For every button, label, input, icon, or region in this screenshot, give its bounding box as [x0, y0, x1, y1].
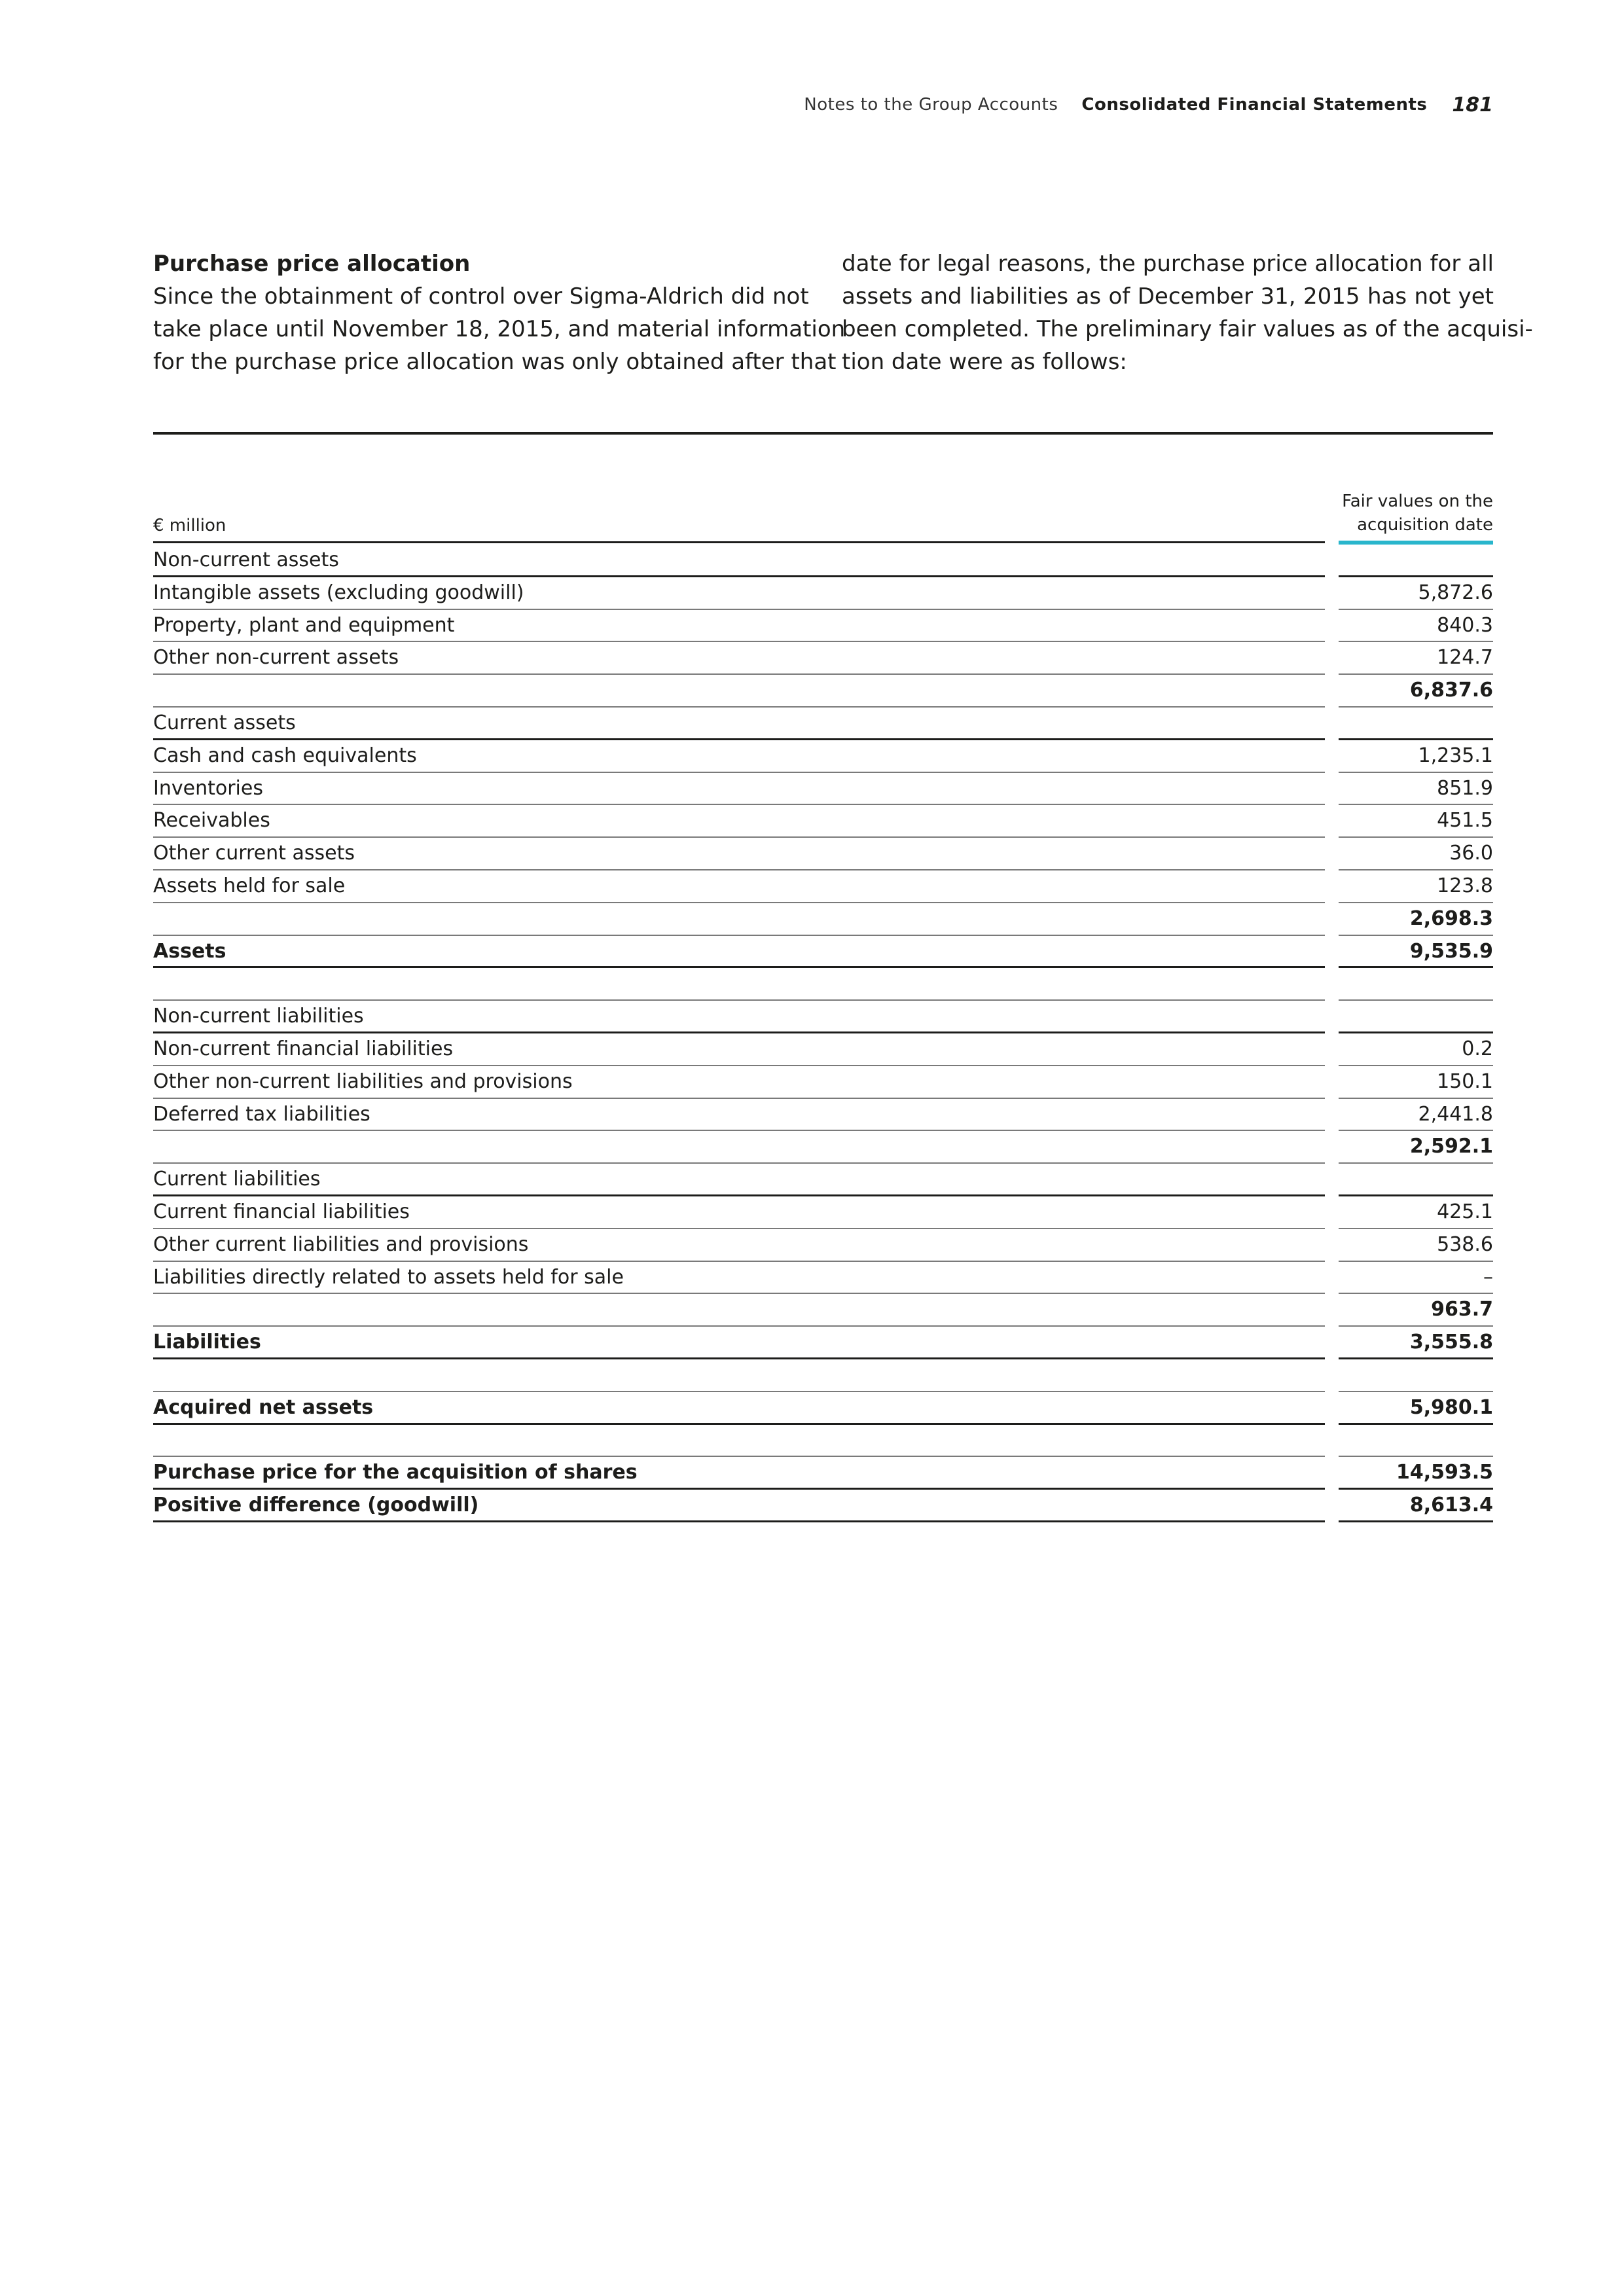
row-value: 1,235.1 — [1339, 740, 1493, 773]
row-label: Positive difference (goodwill) — [153, 1490, 1325, 1522]
row-value — [1339, 1425, 1493, 1458]
row-value: 6,837.6 — [1339, 675, 1493, 708]
table-row — [153, 1425, 1493, 1458]
paragraph-line: tion date were as follows: — [842, 349, 1127, 375]
row-label: Liabilities directly related to assets held for sale — [153, 1262, 1325, 1295]
table-row — [153, 1327, 1493, 1359]
table-row — [153, 1359, 1493, 1392]
row-label: Intangible assets (excluding goodwill) — [153, 577, 1325, 610]
table-top-rule — [153, 432, 1493, 435]
row-label: Current liabilities — [153, 1164, 1325, 1196]
fair-value-table — [153, 487, 1493, 1522]
row-value: 5,980.1 — [1339, 1392, 1493, 1425]
row-value: 0.2 — [1339, 1033, 1493, 1066]
row-label — [153, 1425, 1325, 1458]
table-row — [153, 1099, 1493, 1132]
paragraph-line: been completed. The preliminary fair values as of the acquisi- — [842, 316, 1533, 342]
row-label: Current financial liabilities — [153, 1196, 1325, 1229]
table-row — [153, 1196, 1493, 1229]
row-value — [1339, 968, 1493, 1001]
paragraph-line: Since the obtainment of control over Sigma-Aldrich did not — [153, 283, 809, 310]
row-label: Assets held for sale — [153, 870, 1325, 903]
row-label — [153, 1294, 1325, 1327]
paragraph-line: take place until November 18, 2015, and material information — [153, 316, 846, 342]
row-label: Other non-current assets — [153, 642, 1325, 675]
section-heading: Purchase price allocation — [153, 251, 471, 277]
table-row — [153, 903, 1493, 936]
table-row — [153, 545, 1493, 577]
table-row — [153, 936, 1493, 969]
row-value — [1339, 1164, 1493, 1196]
table-row — [153, 642, 1493, 675]
table-row — [153, 740, 1493, 773]
row-label — [153, 903, 1325, 936]
row-value: 124.7 — [1339, 642, 1493, 675]
intro-text — [153, 247, 1533, 385]
row-label: Current assets — [153, 708, 1325, 740]
row-value: 2,592.1 — [1339, 1131, 1493, 1164]
table-row — [153, 1229, 1493, 1262]
running-header-title: Consolidated Financial Statements — [1081, 95, 1428, 115]
running-header-section: Notes to the Group Accounts — [804, 95, 1058, 115]
table-row — [153, 675, 1493, 708]
row-value — [1339, 1001, 1493, 1033]
table-row — [153, 1066, 1493, 1099]
row-value: 451.5 — [1339, 805, 1493, 838]
row-label: Other current liabilities and provisions — [153, 1229, 1325, 1262]
row-label — [153, 1359, 1325, 1392]
row-value: 123.8 — [1339, 870, 1493, 903]
table-row — [153, 610, 1493, 643]
row-value: 5,872.6 — [1339, 577, 1493, 610]
row-value — [1339, 708, 1493, 740]
row-value: 9,535.9 — [1339, 936, 1493, 969]
row-label: Purchase price for the acquisition of shares — [153, 1457, 1325, 1490]
table-row — [153, 1490, 1493, 1522]
row-label: Non-current assets — [153, 545, 1325, 577]
row-label: Non-current financial liabilities — [153, 1033, 1325, 1066]
row-value: 36.0 — [1339, 838, 1493, 870]
table-row — [153, 1262, 1493, 1295]
row-label: Other current assets — [153, 838, 1325, 870]
table-row — [153, 870, 1493, 903]
running-header — [720, 92, 1493, 118]
row-label — [153, 1131, 1325, 1164]
table-row — [153, 1033, 1493, 1066]
row-value: 14,593.5 — [1339, 1457, 1493, 1490]
row-value — [1339, 1359, 1493, 1392]
row-value: 8,613.4 — [1339, 1490, 1493, 1522]
row-value: 963.7 — [1339, 1294, 1493, 1327]
paragraph-line: date for legal reasons, the purchase price allocation for all — [842, 251, 1494, 277]
table-row — [153, 1164, 1493, 1196]
intro-left-column — [153, 247, 846, 378]
row-value: 425.1 — [1339, 1196, 1493, 1229]
row-label: Acquired net assets — [153, 1392, 1325, 1425]
row-label: Receivables — [153, 805, 1325, 838]
row-value — [1339, 545, 1493, 577]
row-label: Assets — [153, 936, 1325, 969]
table-row — [153, 577, 1493, 610]
value-header-line: Fair values on the — [1342, 492, 1493, 511]
row-label: Non-current liabilities — [153, 1001, 1325, 1033]
table-body — [153, 545, 1493, 1522]
row-value: 840.3 — [1339, 610, 1493, 643]
table-row — [153, 708, 1493, 740]
row-value: 2,698.3 — [1339, 903, 1493, 936]
row-label: Cash and cash equivalents — [153, 740, 1325, 773]
table-row — [153, 805, 1493, 838]
table-row — [153, 1001, 1493, 1033]
row-value: 851.9 — [1339, 773, 1493, 806]
value-header-line: acquisition date — [1357, 515, 1493, 535]
header-rule — [153, 541, 1325, 543]
row-label — [153, 968, 1325, 1001]
table-row — [153, 1131, 1493, 1164]
paragraph-line: assets and liabilities as of December 31, 2015 has not yet — [842, 283, 1494, 310]
table-row — [153, 1457, 1493, 1490]
row-label — [153, 675, 1325, 708]
paragraph-line: for the purchase price allocation was only obtained after that — [153, 349, 837, 375]
unit-header: € million — [153, 516, 226, 535]
row-value: 3,555.8 — [1339, 1327, 1493, 1359]
row-value: – — [1339, 1262, 1493, 1295]
row-label: Property, plant and equipment — [153, 610, 1325, 643]
intro-right-column — [842, 247, 1533, 378]
row-label: Inventories — [153, 773, 1325, 806]
row-value: 150.1 — [1339, 1066, 1493, 1099]
row-value: 2,441.8 — [1339, 1099, 1493, 1132]
table-header — [153, 487, 1493, 539]
row-value: 538.6 — [1339, 1229, 1493, 1262]
table-row — [153, 773, 1493, 806]
table-row — [153, 968, 1493, 1001]
table-row — [153, 1294, 1493, 1327]
row-label: Other non-current liabilities and provisions — [153, 1066, 1325, 1099]
page-number: 181 — [1452, 93, 1493, 117]
table-row — [153, 1392, 1493, 1425]
row-label: Deferred tax liabilities — [153, 1099, 1325, 1132]
value-column-header — [1323, 490, 1493, 537]
row-label: Liabilities — [153, 1327, 1325, 1359]
table-row — [153, 838, 1493, 870]
